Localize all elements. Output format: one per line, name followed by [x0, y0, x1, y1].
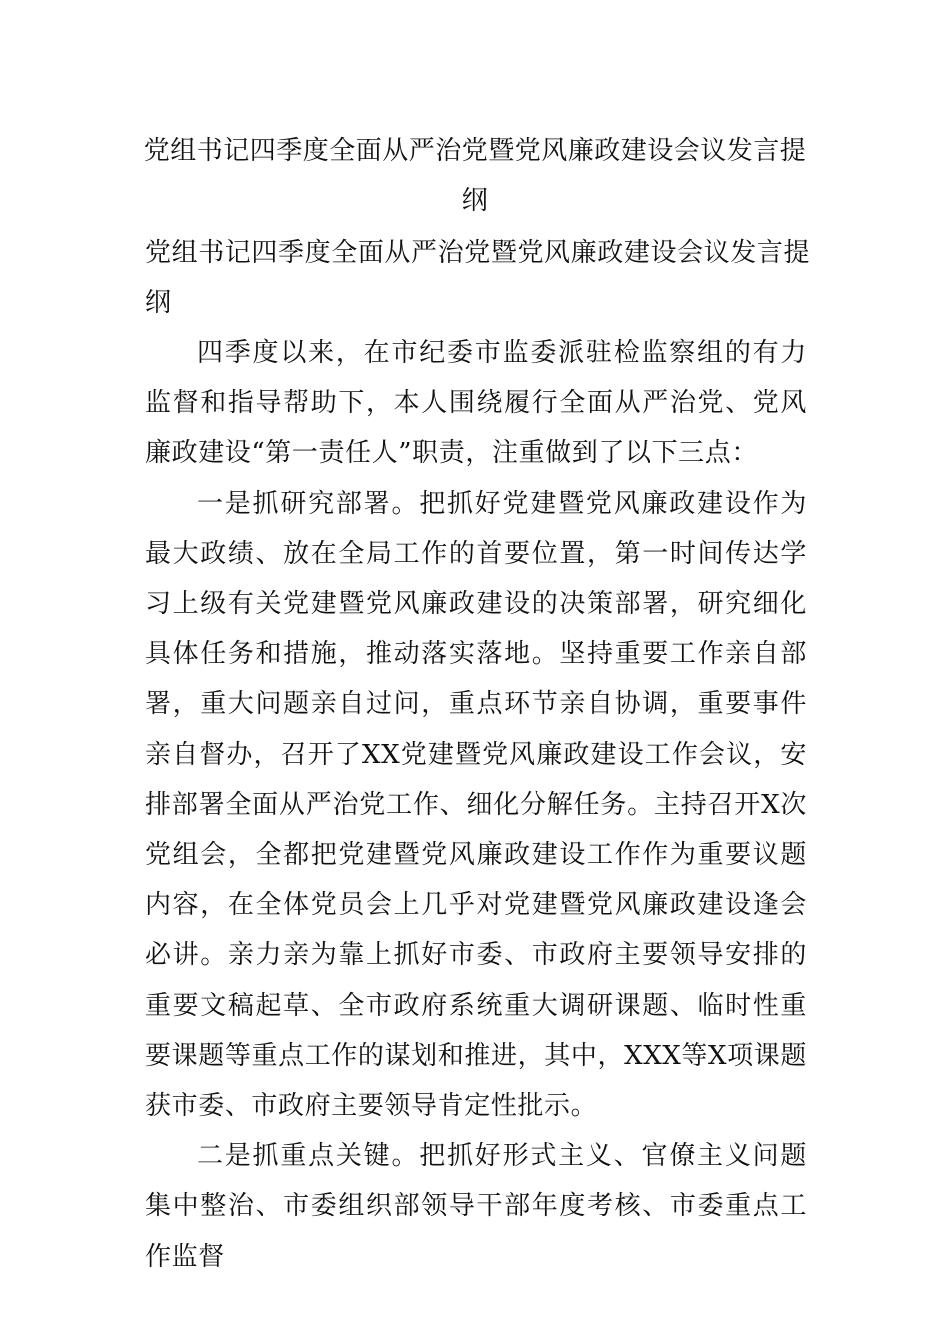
document-subtitle: 党组书记四季度全面从严治党暨党风廉政建设会议发言提纲: [145, 238, 810, 318]
document-body: [145, 328, 807, 1282]
document-title: 党组书记四季度全面从严治党暨党风廉政建设会议发言提纲: [143, 136, 807, 216]
paragraph-point-one: 一是抓研究部署。把抓好党建暨党风廉政建设作为最大政绩、放在全局工作的首要位置，第一时间传达学习上级有关党建暨党风廉政建设的决策部署，研究细化具体任务和措施，推动落实落地。坚持重要工作亲自部署，重大问题亲自过问，重点环节亲自协调，重要事件亲自督办，召开了XX党建暨党风廉政建设工作会议，安排部署全面从严治党工作、细化分解任务。主持召开X次党组会，全都把党建暨党风廉政建设工作作为重要议题内容，在全体党员会上几乎对党建暨党风廉政建设逢会必讲。亲力亲为靠上抓好市委、市政府主要领导安排的重要文稿起草、全市政府系统重大调研课题、临时性重要课题等重点工作的谋划和推进，其中，XXX等X项课题获市委、市政府主要领导肯定性批示。: [145, 488, 807, 1122]
paragraph-point-two: 二是抓重点关键。把抓好形式主义、官僚主义问题集中整治、市委组织部领导干部年度考核、市委重点工作监督: [145, 1141, 807, 1272]
paragraph-intro: 四季度以来，在市纪委市监委派驻检监察组的有力监督和指导帮助下，本人围绕履行全面从严治党、党风廉政建设“第一责任人”职责，注重做到了以下三点：: [145, 338, 807, 469]
